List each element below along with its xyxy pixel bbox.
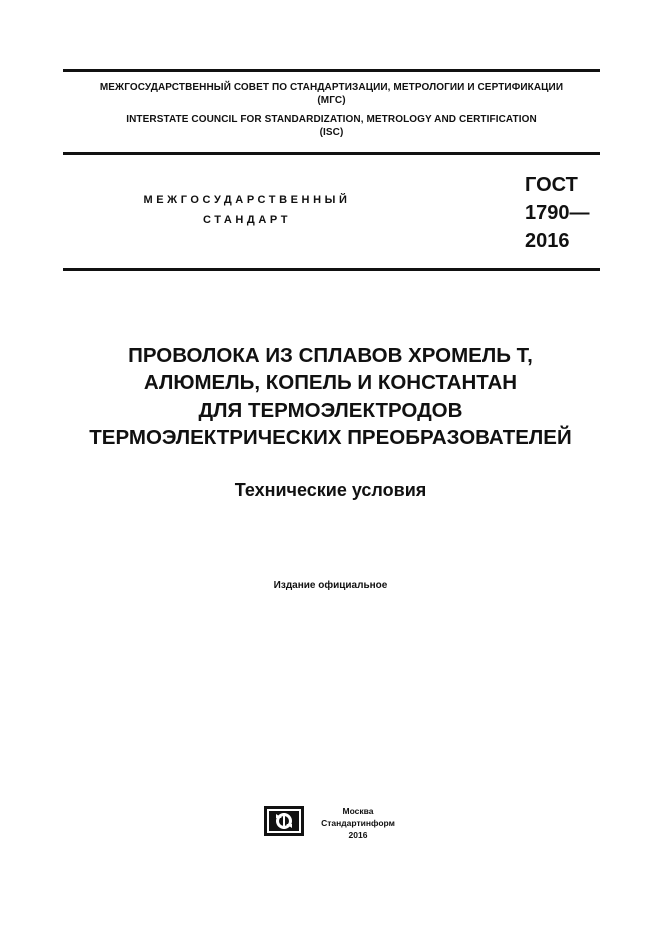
publisher-name: Стандартинформ: [321, 818, 395, 828]
council-ru-abbr: (МГС): [317, 95, 346, 106]
gost-year: 2016: [525, 230, 570, 252]
top-rule: [63, 69, 600, 72]
council-en-line1: INTERSTATE COUNCIL FOR STANDARDIZATION, METROLOGY AND CERTIFICATION: [126, 114, 537, 125]
publisher-city: Москва: [342, 806, 374, 816]
publisher-year: 2016: [348, 830, 368, 840]
gost-label: ГОСТ: [525, 174, 578, 196]
document-title-line1: ПРОВОЛОКА ИЗ СПЛАВОВ ХРОМЕЛЬ Т,: [128, 344, 533, 367]
document-subtitle: Технические условия: [234, 480, 427, 500]
document-title-line2: АЛЮМЕЛЬ, КОПЕЛЬ И КОНСТАНТАН: [143, 371, 518, 394]
edition-note: Издание официальное: [273, 580, 388, 591]
standartinform-logo-icon: [264, 806, 304, 836]
gost-number: 1790—: [525, 202, 590, 224]
middle-rule: [63, 152, 600, 155]
standard-type-line2: СТАНДАРТ: [202, 214, 292, 226]
document-title-line4: ТЕРМОЭЛЕКТРИЧЕСКИХ ПРЕОБРАЗОВАТЕЛЕЙ: [89, 426, 572, 449]
bottom-rule: [63, 268, 600, 271]
standard-type-line1: МЕЖГОСУДАРСТВЕННЫЙ: [143, 194, 351, 206]
council-en-abbr: (ISC): [319, 127, 344, 138]
document-title-line3: ДЛЯ ТЕРМОЭЛЕКТРОДОВ: [198, 399, 463, 422]
council-ru-line1: МЕЖГОСУДАРСТВЕННЫЙ СОВЕТ ПО СТАНДАРТИЗАЦИИ, МЕТРОЛОГИИ И СЕРТИФИКАЦИИ: [99, 82, 564, 93]
